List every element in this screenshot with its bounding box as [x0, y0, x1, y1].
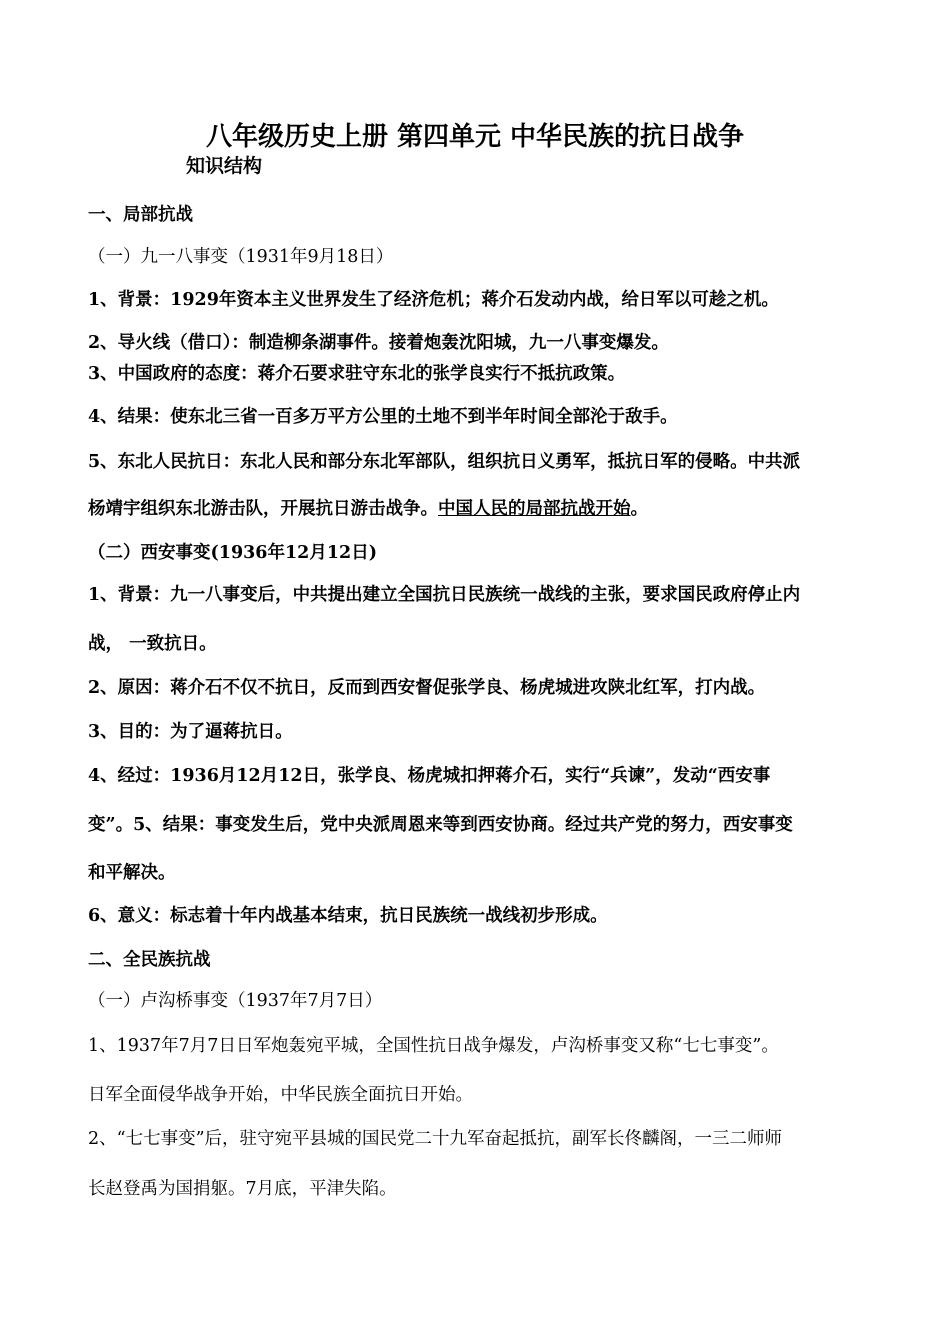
- text-line: 3、中国政府的态度：蒋介石要求驻守东北的张学良实行不抵抗政策。: [88, 364, 626, 384]
- subsection-heading-xian: （二）西安事变(1936年12月12日): [88, 543, 377, 563]
- text-line: 1、背景：1929年资本主义世界发生了经济危机；蒋介石发动内战，给日军以可趁之机。: [88, 290, 779, 310]
- text-line: 变”。5、结果：事变发生后，党中央派周恩来等到西安协商。经过共产党的努力，西安事变: [88, 815, 793, 835]
- text-line: 1、背景：九一八事变后，中共提出建立全国抗日民族统一战线的主张，要求国民政府停止内: [88, 585, 801, 605]
- underlined-text: 中国人民的局部抗战开始: [438, 499, 631, 519]
- text-line: 1、1937年7月7日日军炮轰宛平城，全国性抗日战争爆发，卢沟桥事变又称“七七事变”。: [88, 1036, 779, 1056]
- text-line: 5、东北人民抗日：东北人民和部分东北军部队，组织抗日义勇军，抵抗日军的侵略。中共派: [88, 452, 801, 472]
- subsection-heading-918: （一）九一八事变（1931年9月18日）: [88, 247, 394, 267]
- text-span: 。: [630, 499, 648, 519]
- text-line: 3、目的：为了逼蒋抗日。: [88, 722, 293, 742]
- text-line: 2、导火线（借口）：制造柳条湖事件。接着炮轰沈阳城，九一八事变爆发。: [88, 333, 669, 353]
- text-line: 2、“七七事变”后，驻守宛平县城的国民党二十九军奋起抵抗，副军长佟麟阁，一三二师师: [88, 1129, 783, 1149]
- text-span: 杨靖宇组织东北游击队，开展抗日游击战争。: [88, 499, 438, 519]
- text-line: 战， 一致抗日。: [88, 634, 217, 654]
- text-line: 长赵登禹为国捐躯。7月底，平津失陷。: [88, 1179, 397, 1199]
- text-line: 4、结果：使东北三省一百多万平方公里的土地不到半年时间全部沦于敌手。: [88, 407, 678, 427]
- text-line: 2、原因：蒋介石不仅不抗日，反而到西安督促张学良、杨虎城进攻陕北红军，打内战。: [88, 678, 766, 698]
- text-line: [88, 499, 648, 520]
- text-line: 6、意义：标志着十年内战基本结束，抗日民族统一战线初步形成。: [88, 906, 608, 926]
- text-line: 日军全面侵华战争开始，中华民族全面抗日开始。: [88, 1085, 473, 1105]
- text-line: 4、经过：1936月12月12日，张学良、杨虎城扣押蒋介石，实行“兵谏”，发动“西安事: [88, 766, 771, 786]
- subsection-heading-lugouqiao: （一）卢沟桥事变（1937年7月7日）: [88, 991, 383, 1011]
- section-heading-local-war: 一、局部抗战: [88, 205, 193, 225]
- page-title: 八年级历史上册 第四单元 中华民族的抗日战争: [205, 122, 745, 152]
- page-subtitle: 知识结构: [186, 155, 263, 177]
- text-line: 和平解决。: [88, 863, 176, 883]
- section-heading-national-war: 二、全民族抗战: [88, 950, 211, 970]
